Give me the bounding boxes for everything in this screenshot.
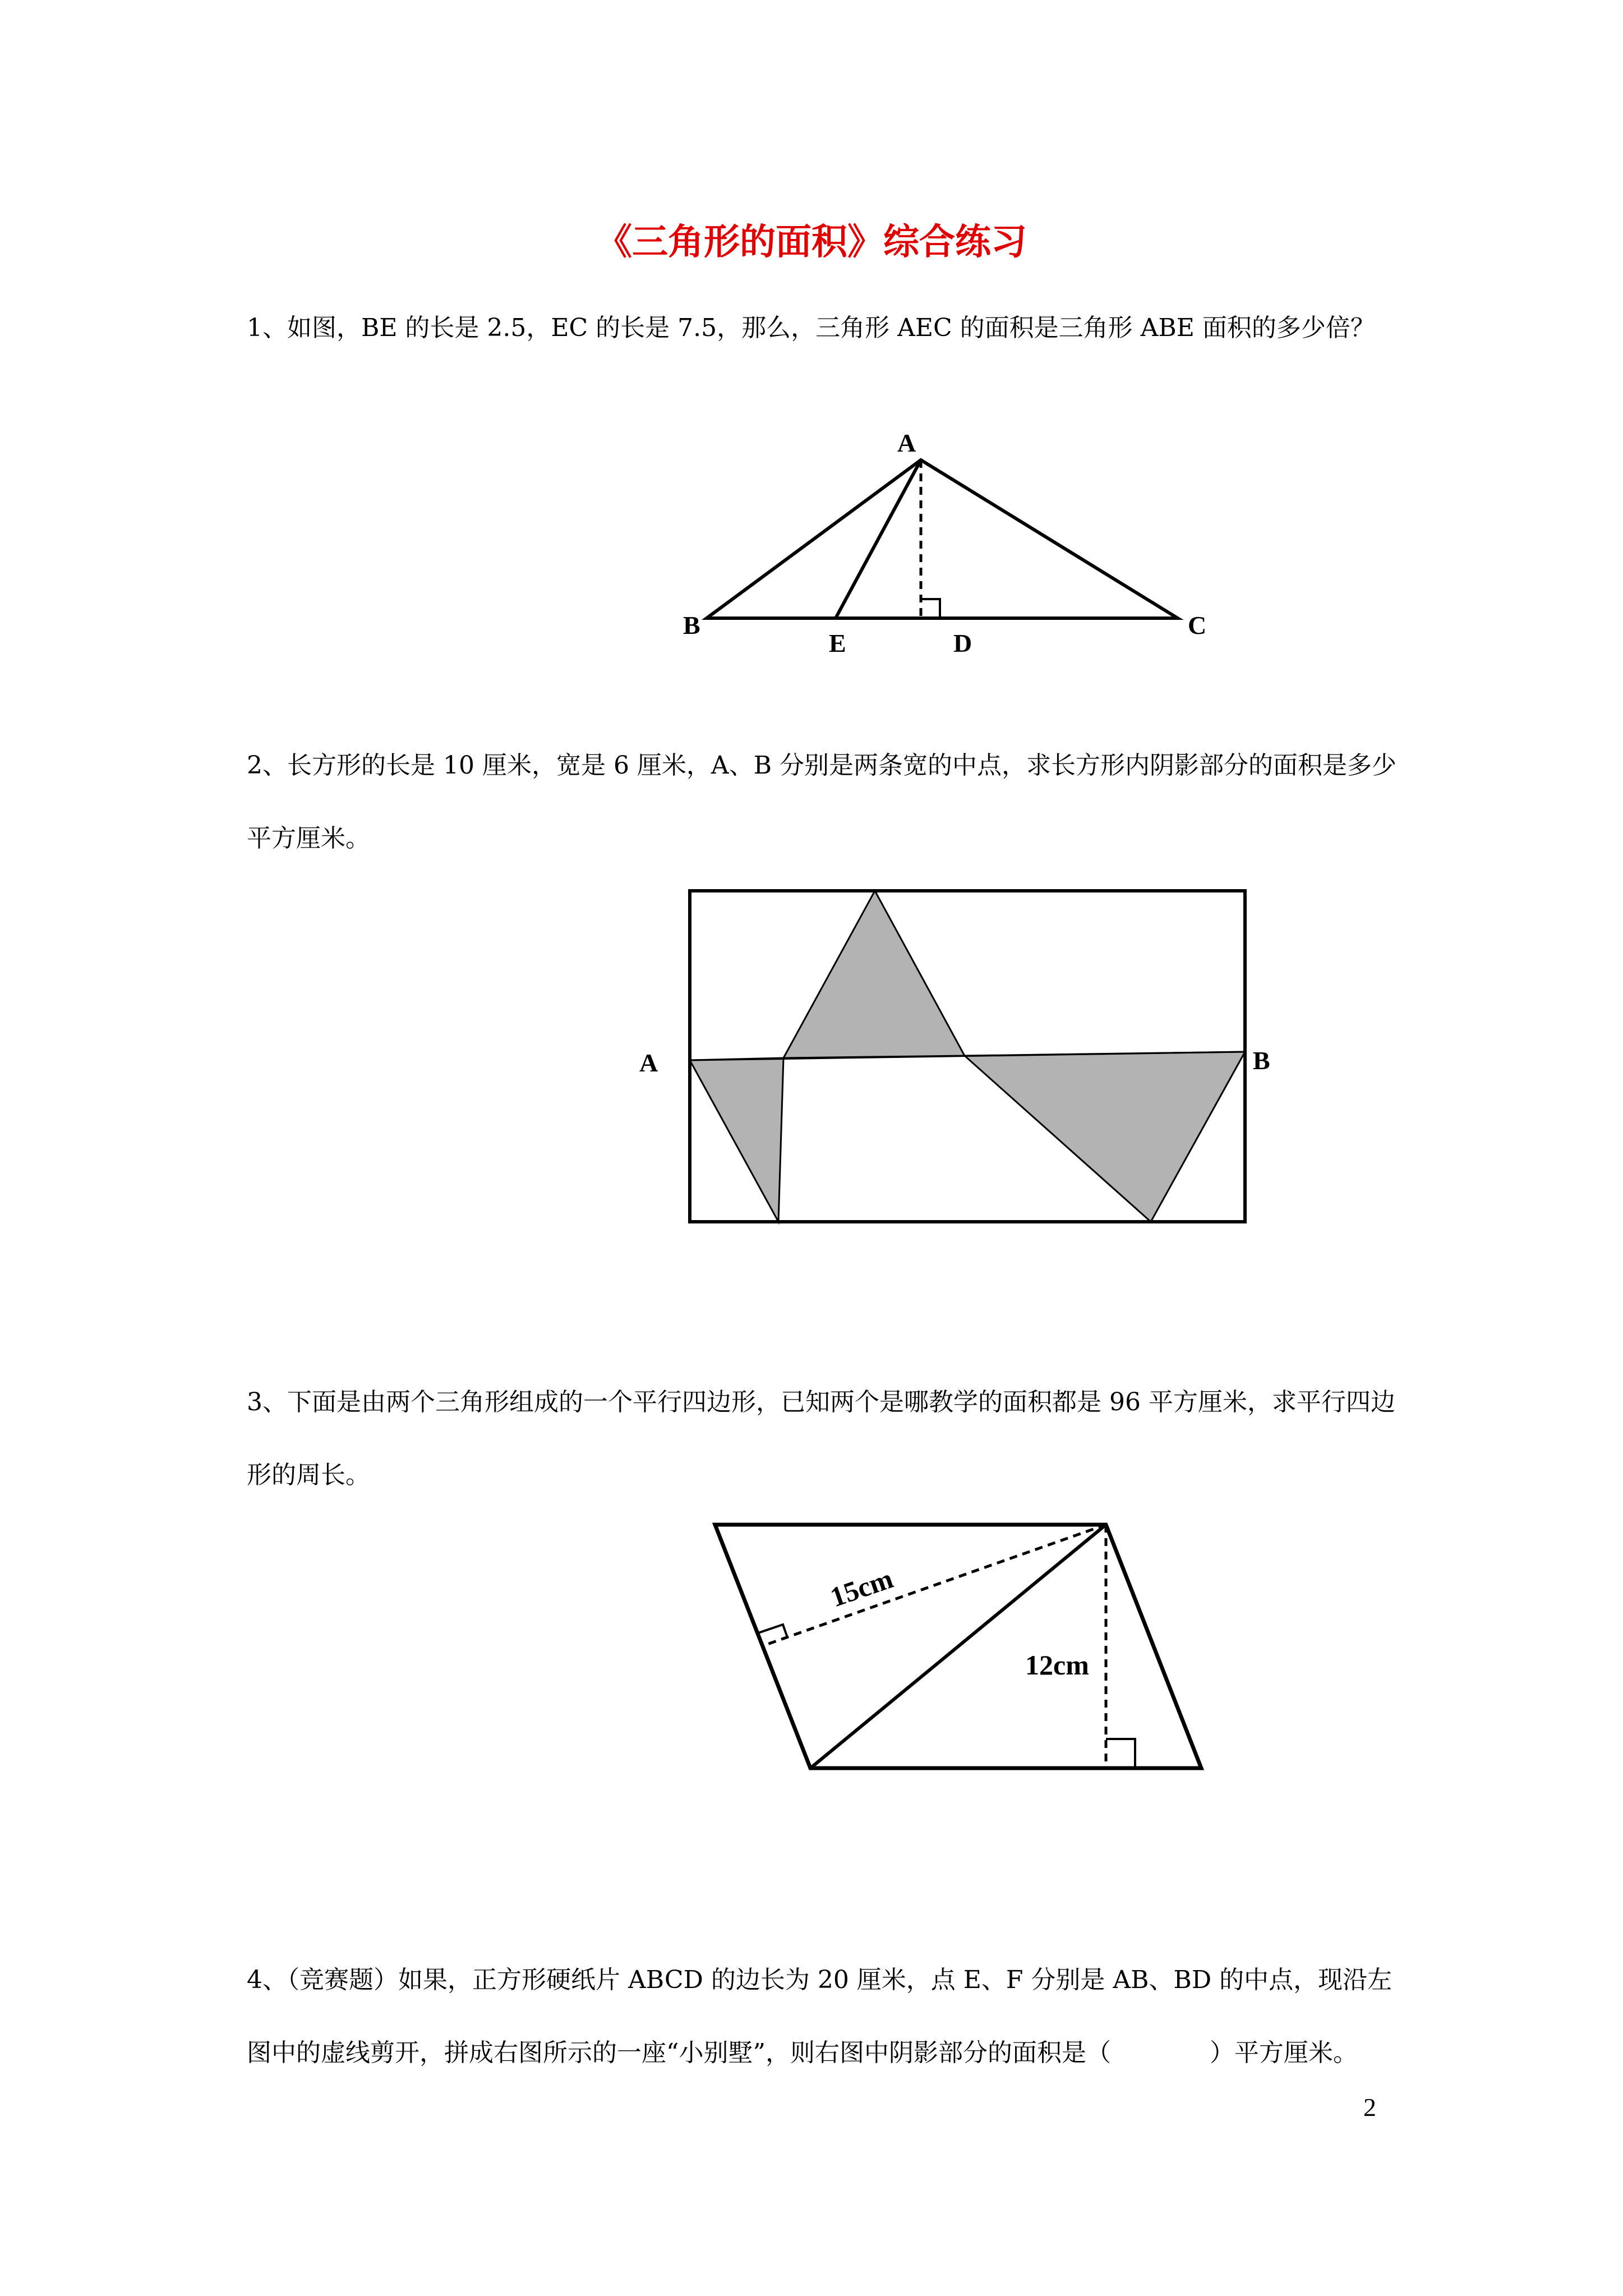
right-angle-mark [921,599,940,618]
shaded-triangle-left [690,1058,783,1222]
question-3-text: 3、下面是由两个三角形组成的一个平行四边形，已知两个是哪教学的面积都是 96 平方厘米，求平行四边形的周长。 [247,1388,1395,1489]
question-1-text: 1、如图，BE 的长是 2.5，EC 的长是 7.5，那么，三角形 AEC 的面积是三角形 ABE 面积的多少倍？ [247,314,1375,342]
label-d: D [953,629,972,657]
page-number: 2 [1363,2093,1376,2122]
page-title: 《三角形的面积》综合练习 [596,222,1027,263]
height-15cm [763,1525,1106,1646]
label-b: B [1253,1046,1270,1075]
question-2-text: 2、长方形的长是 10 厘米，宽是 6 厘米，A、B 分别是两条宽的中点，求长方形内阴影部分的面积是多少平方厘米。 [247,751,1397,853]
shaded-triangle-top [783,891,965,1058]
question-1-figure [673,426,1223,668]
right-angle-mark-bottom [1106,1739,1135,1768]
diagonal [810,1525,1106,1768]
label-e: E [829,629,846,657]
segment-ae [836,460,921,618]
label-c: C [1188,611,1207,639]
question-3-figure [695,1503,1223,1795]
label-12cm: 12cm [1025,1649,1089,1681]
label-15cm: 15cm [826,1562,897,1613]
question-2-figure [617,875,1290,1234]
label-b: B [683,611,700,639]
triangle-abc [707,460,1178,618]
label-a: A [639,1048,658,1077]
right-angle-mark-slant [758,1625,787,1637]
question-4-text: 4、（竞赛题）如果，正方形硬纸片 ABCD 的边长为 20 厘米，点 E、F 分别是 AB、BD 的中点，现沿左图中的虚线剪开，拼成右图所示的一座“小别墅”，则右图中阴影部分的面积是（ ）平方厘米。 [247,1966,1393,2067]
label-a: A [897,429,916,457]
shaded-triangle-right [965,1052,1245,1222]
